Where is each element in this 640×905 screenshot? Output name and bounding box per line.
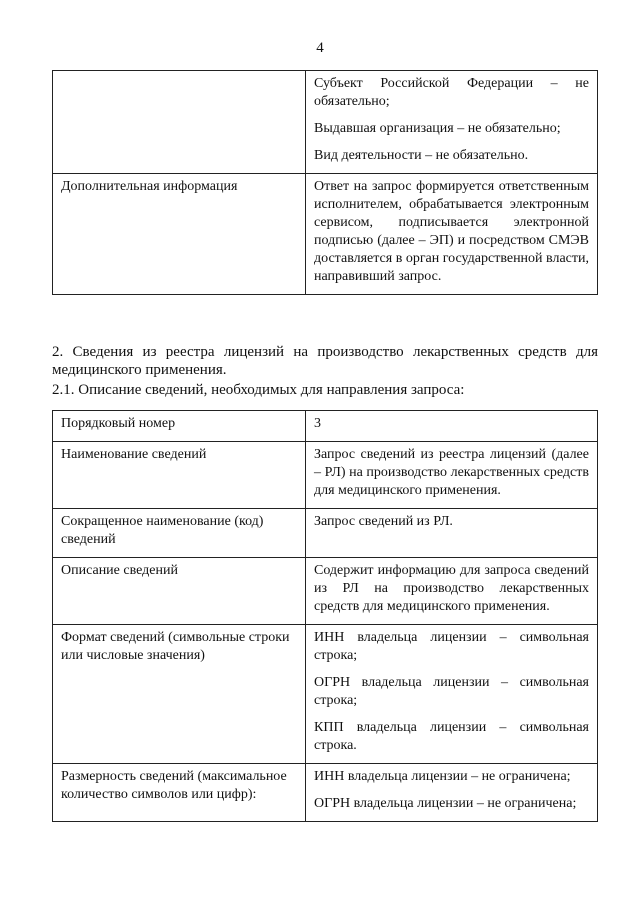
value-line: ИНН владельца лицензии – не ограничена;: [314, 769, 571, 784]
table-row: [53, 71, 598, 174]
row-value: [306, 71, 598, 174]
value-line: Запрос сведений из РЛ.: [314, 514, 453, 529]
row-value: [306, 509, 598, 558]
row-label: Сокращенное наименование (код) сведений: [53, 509, 306, 558]
row-value: [306, 174, 598, 295]
table-row: [53, 174, 598, 295]
value-line: Содержит информацию для запроса сведений из РЛ на производство лекарственных средств для медицинского применения.: [314, 563, 589, 614]
row-label: Порядковый номер: [53, 411, 306, 442]
value-line: Субъект Российской Федерации – не обязательно;: [314, 76, 589, 109]
table-row: [53, 625, 598, 764]
table-continuation: [52, 70, 598, 295]
value-line: Выдавшая организация – не обязательно;: [314, 121, 561, 136]
row-label: Описание сведений: [53, 558, 306, 625]
value-line: Вид деятельности – не обязательно.: [314, 148, 529, 163]
value-line: ОГРН владельца лицензии – символьная строка;: [314, 675, 589, 708]
row-value: [306, 764, 598, 822]
row-label: Размерность сведений (максимальное количество символов или цифр):: [53, 764, 306, 822]
value-line: Ответ на запрос формируется ответственным исполнителем, обрабатывается электронным сервисом, подписывается электронной подписью (далее – ЭП) и посредством СМЭВ доставляется в орган государственной власти, направивший запрос.: [314, 179, 589, 284]
value-line: Запрос сведений из реестра лицензий (далее – РЛ) на производство лекарственных средств для медицинского применения.: [314, 447, 589, 498]
section-heading: 2. Сведения из реестра лицензий на производство лекарственных средств для медицинского применения.: [52, 344, 598, 378]
subsection-heading: 2.1. Описание сведений, необходимых для направления запроса:: [52, 382, 465, 398]
table-row: [53, 764, 598, 822]
table1-body: [53, 71, 598, 295]
value-line: ОГРН владельца лицензии – не ограничена;: [314, 796, 577, 811]
row-value: [306, 411, 598, 442]
row-label: Дополнительная информация: [53, 174, 306, 295]
value-line: ИНН владельца лицензии – символьная строка;: [314, 630, 589, 663]
row-label: Наименование сведений: [53, 442, 306, 509]
row-label: Формат сведений (символьные строки или числовые значения): [53, 625, 306, 764]
row-label: [53, 71, 306, 174]
table-row: [53, 509, 598, 558]
value-line: КПП владельца лицензии – символьная строка.: [314, 720, 589, 753]
table2-body: [53, 411, 598, 822]
row-value: [306, 558, 598, 625]
page-number: 4: [316, 40, 324, 56]
table-row: [53, 411, 598, 442]
table-row: [53, 558, 598, 625]
value-line: 3: [314, 416, 321, 431]
row-value: [306, 625, 598, 764]
request-description-table: [52, 410, 598, 822]
table-row: [53, 442, 598, 509]
row-value: [306, 442, 598, 509]
